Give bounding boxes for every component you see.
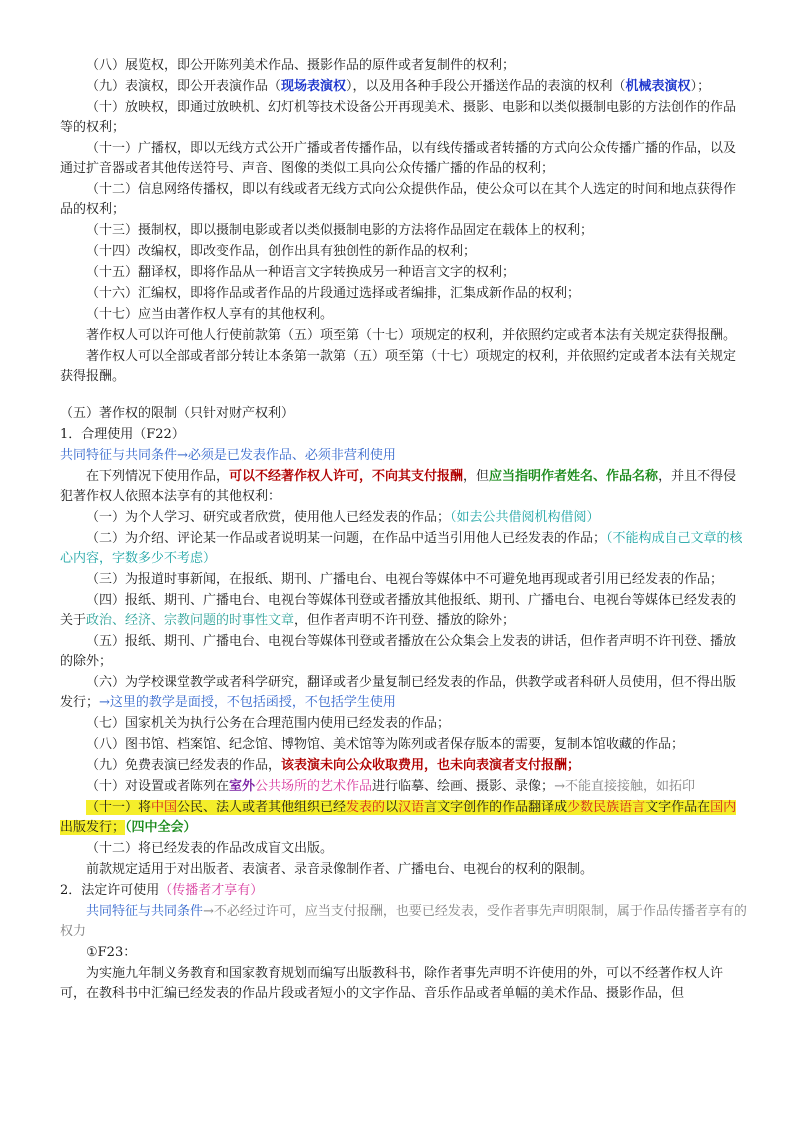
right-screening: （十）放映权，即通过放映机、幻灯机等技术设备公开再现美术、摄影、电影和以类似摄制电影的方法创作的作品等的权利； — [60, 100, 737, 135]
fair-use-item-6: （六）为学校课堂教学或者科学研究，翻译或者少量复制已经发表的作品，供教学或者科研人员使用，但不得出版发行；→这里的教学是面授，不包括函授，不包括学生使用 — [60, 675, 737, 710]
live-performance-term: 现场表演权 — [281, 79, 347, 94]
right-compilation: （十六）汇编权，即将作品或者作品的片段通过选择或者编排，汇集成新作品的权利； — [86, 286, 581, 301]
mechanical-performance-term: 机械表演权 — [625, 79, 691, 94]
fair-use-item-8: （八）图书馆、档案馆、纪念馆、博物馆、美术馆等为陈列或者保存版本的需要，复制本馆收藏的作品； — [86, 737, 685, 752]
fair-use-item-7: （七）国家机关为执行公务在合理范围内使用已经发表的作品； — [86, 716, 451, 731]
section-title-limitations: （五）著作权的限制（只针对财产权利） — [60, 406, 295, 421]
fair-use-common: 共同特征与共同条件→必须是已发表作品、必须非营利使用 — [60, 448, 396, 463]
statutory-text: 为实施九年制义务教育和国家教育规划而编写出版教科书，除作者事先声明不许使用的外，可以不经著作权人许可，在教科书中汇编已经发表的作品片段或者短小的文字作品、音乐作品或者单幅的美术作品、摄影作品，但 — [60, 966, 724, 1001]
statutory-sub: ①F23： — [86, 945, 137, 960]
statutory-common: 共同特征与共同条件→不必经过许可，应当支付报酬，也要已经发表，受作者事先声明限制，属于作品传播者享有的权力 — [60, 904, 747, 939]
fair-use-item-3: （三）为报道时事新闻，在报纸、期刊、广播电台、电视台等媒体中不可避免地再现或者引用已经发表的作品； — [86, 572, 724, 587]
fair-use-item-5: （五）报纸、期刊、广播电台、电视台等媒体刊登或者播放在公众集会上发表的讲话，但作者声明不许刊登、播放的除外； — [60, 634, 737, 669]
right-translation: （十五）翻译权，即将作品从一种语言文字转换成另一种语言文字的权利； — [86, 265, 516, 280]
fair-use-intro: 在下列情况下使用作品，可以不经著作权人许可，不向其支付报酬，但应当指明作者姓名、作品名称，并且不得侵犯著作权人依照本法享有的其他权利： — [60, 469, 737, 504]
spacer — [60, 388, 748, 404]
fair-use-item-9: （九）免费表演已经发表的作品，该表演未向公众收取费用，也未向表演者支付报酬； — [86, 758, 581, 773]
document-body — [60, 56, 748, 1005]
right-adaptation: （十四）改编权，即改变作品，创作出具有独创性的新作品的权利； — [86, 244, 477, 259]
right-exhibition: （八）展览权，即公开陈列美术作品、摄影作品的原件或者复制件的权利； — [86, 58, 516, 73]
para-transfer: 著作权人可以全部或者部分转让本条第一款第（五）项至第（十七）项规定的权利，并依照约定或者本法有关规定获得报酬。 — [60, 349, 737, 384]
right-broadcasting: （十一）广播权，即以无线方式公开广播或者传播作品，以有线传播或者转播的方式向公众传播广播的作品，以及通过扩音器或者其他传送符号、声音、图像的类似工具向公众传播广播的作品的权利； — [60, 141, 737, 176]
fair-use-item-4: （四）报纸、期刊、广播电台、电视台等媒体刊登或者播放其他报纸、期刊、广播电台、电视台等媒体已经发表的关于政治、经济、宗教问题的时事性文章，但作者声明不许刊登、播放的除外； — [60, 593, 737, 628]
para-license: 著作权人可以许可他人行使前款第（五）项至第（十七）项规定的权利，并依照约定或者本法有关规定获得报酬。 — [86, 328, 737, 343]
right-performance: （九）表演权，即公开表演作品（现场表演权），以及用各种手段公开播送作品的表演的权利（机械表演权）； — [86, 79, 711, 94]
right-network: （十二）信息网络传播权，即以有线或者无线方式向公众提供作品，使公众可以在其个人选定的时间和地点获得作品的权利； — [60, 182, 737, 217]
statutory-heading: 2．法定许可使用（传播者才享有） — [60, 883, 264, 898]
right-other: （十七）应当由著作权人享有的其他权利。 — [86, 307, 334, 322]
fair-use-item-1: （一）为个人学习、研究或者欣赏，使用他人已经发表的作品；（如去公共借阅机构借阅） — [86, 510, 600, 525]
fair-use-item-10: （十）对设置或者陈列在室外公共场所的艺术作品进行临摹、绘画、摄影、录像；→不能直接接触，如拓印 — [86, 779, 695, 794]
fair-use-heading: 1．合理使用（F22） — [60, 427, 185, 442]
right-filming: （十三）摄制权，即以摄制电影或者以类似摄制电影的方法将作品固定在载体上的权利； — [86, 223, 594, 238]
fair-use-item-12: （十二）将已经发表的作品改成盲文出版。 — [86, 841, 334, 856]
fair-use-closing: 前款规定适用于对出版者、表演者、录音录像制作者、广播电台、电视台的权利的限制。 — [86, 862, 594, 877]
fair-use-item-2: （二）为介绍、评论某一作品或者说明某一问题，在作品中适当引用他人已经发表的作品；（不能构成自己文章的核心内容，字数多少不考虑） — [60, 531, 743, 566]
fair-use-item-11: （十一）将中国公民、法人或者其他组织已经发表的以汉语言文字创作的作品翻译成少数民族语言文字作品在国内出版发行；（四中全会） — [60, 800, 737, 835]
